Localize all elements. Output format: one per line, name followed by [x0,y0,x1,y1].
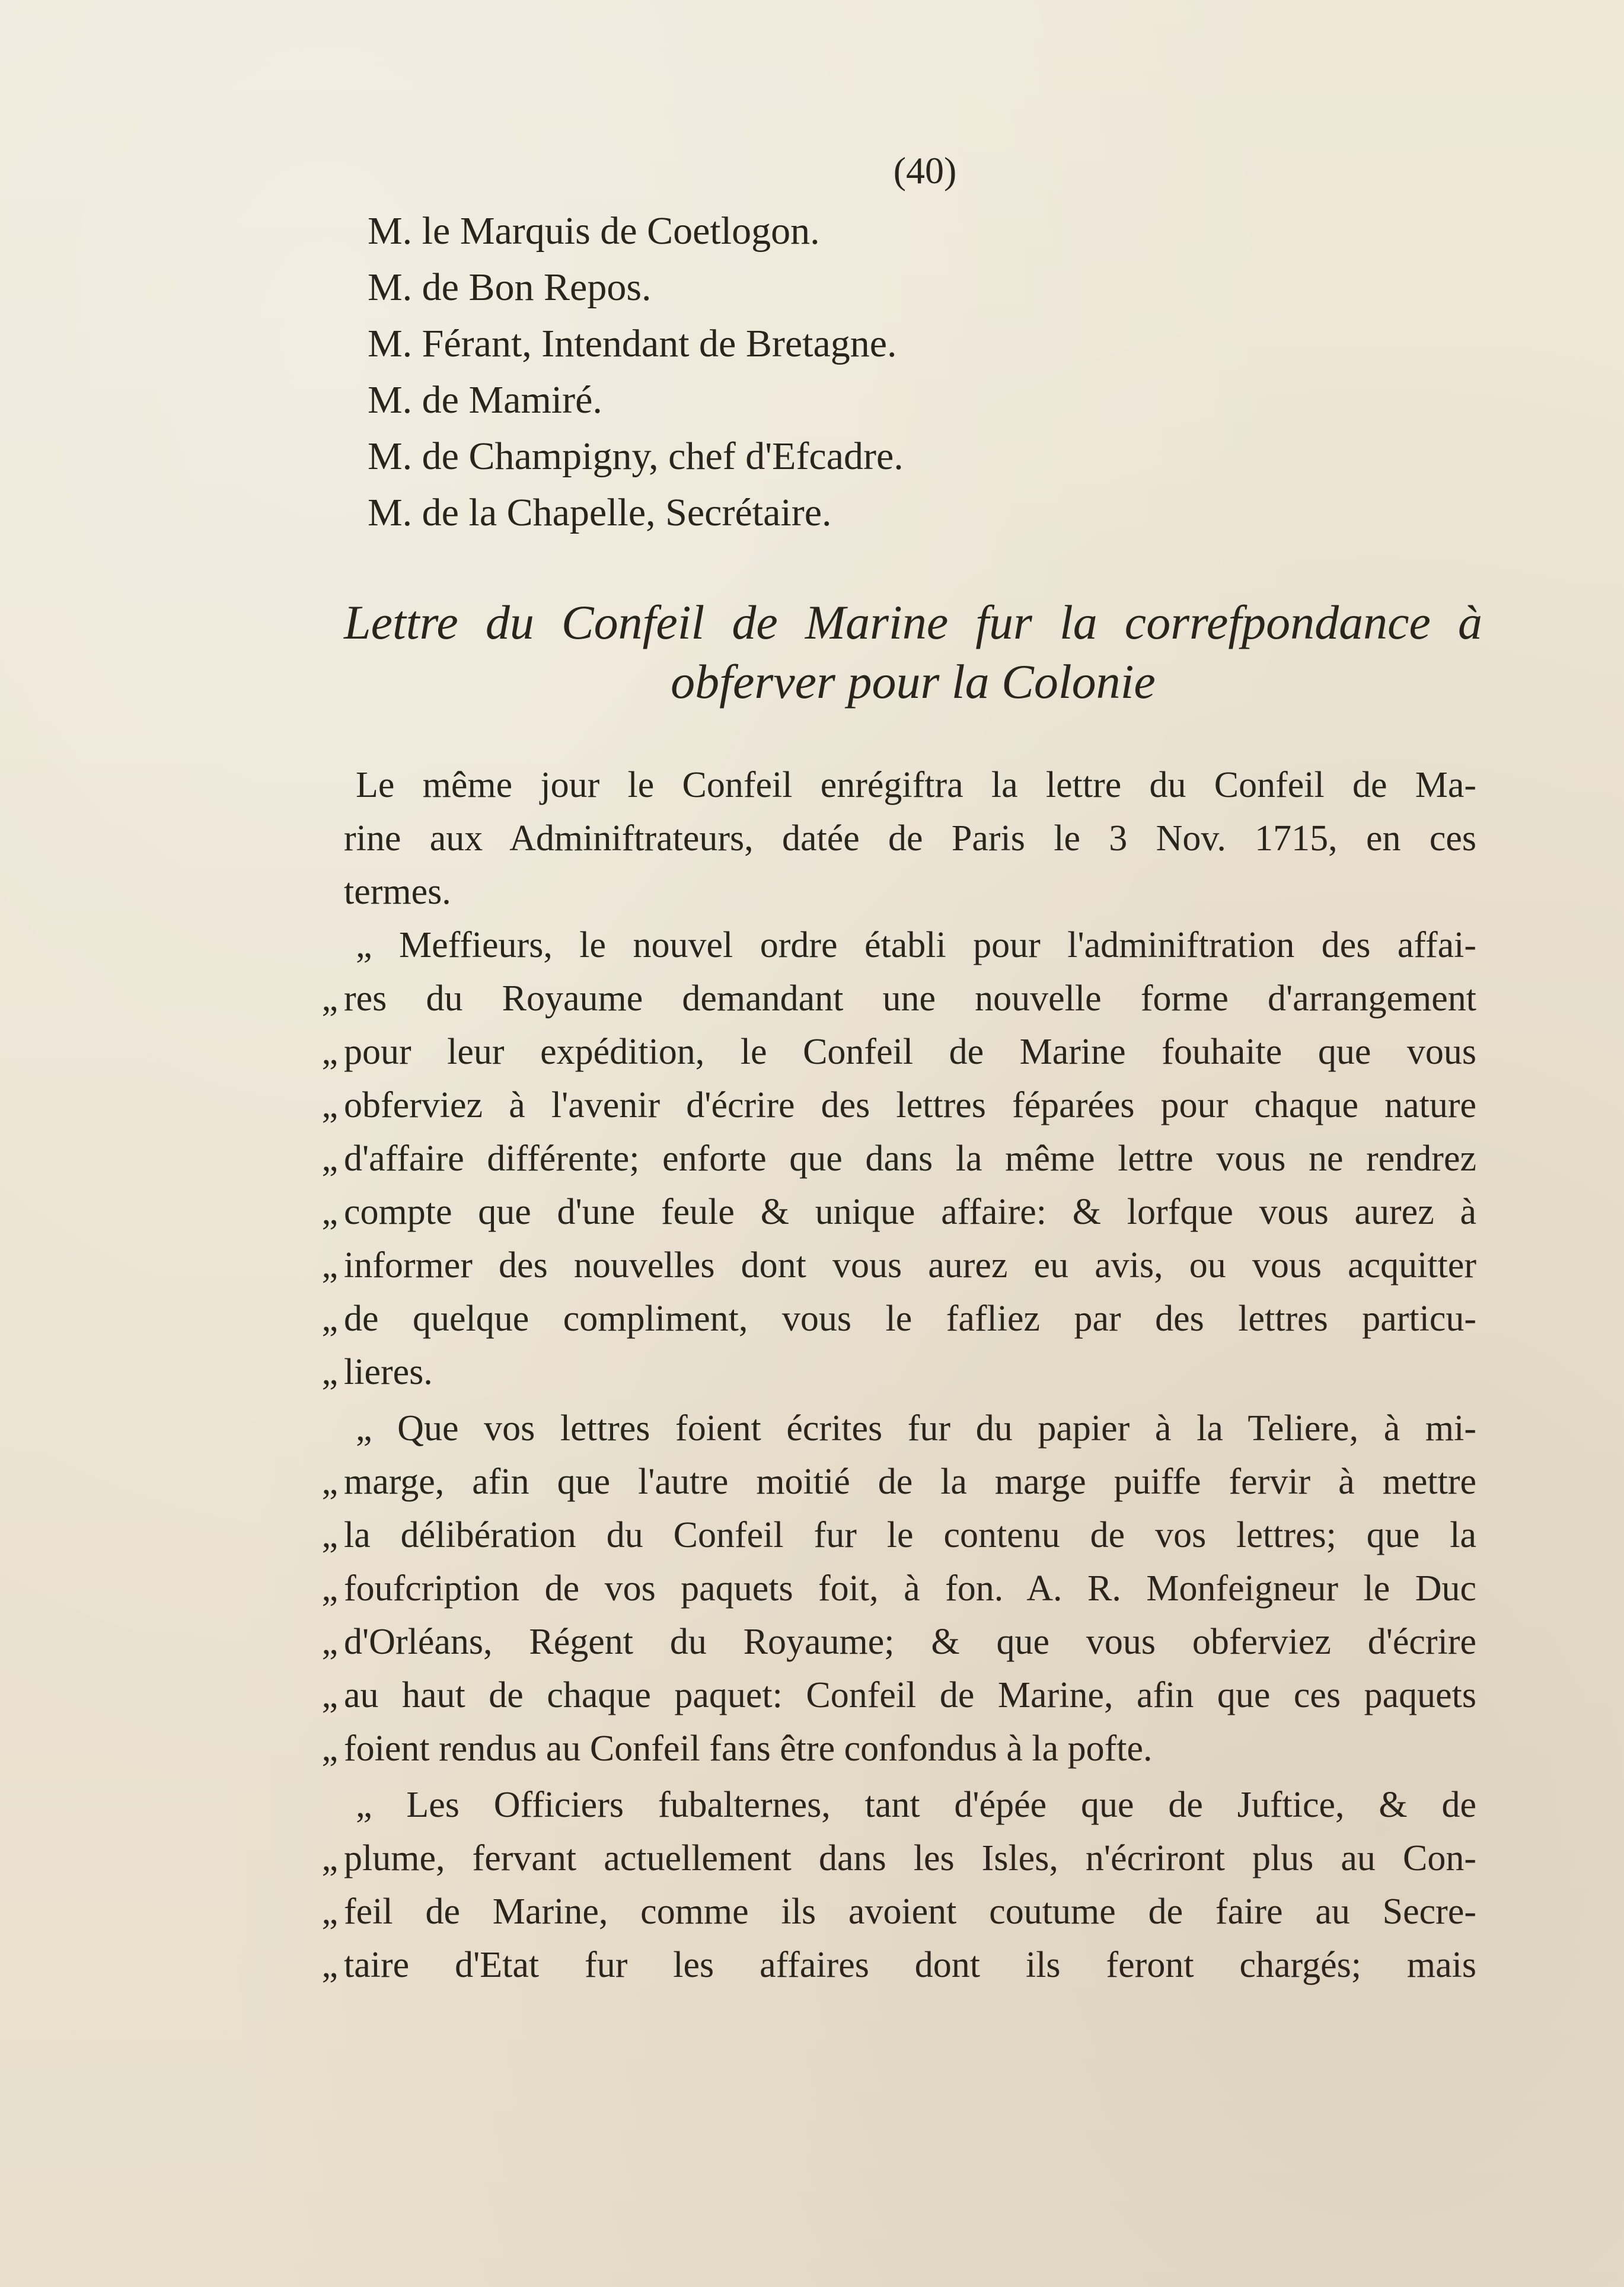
section-heading-line-2: obferver pour la Colonie [671,655,1156,709]
signatory-2: M. de Bon Repos. [368,266,652,309]
body-line-11: de quelque compliment, vous le fafliez par des lettres particu- [344,1299,1476,1339]
body-line-4: „ Meffieurs, le nouvel ordre établi pour l'adminiftration des affai- [356,925,1476,965]
quote-mark: „ [321,1675,338,1715]
body-line-12: lieres. [344,1352,433,1392]
body-line-9: compte que d'une feule & unique affaire: & lorfque vous aurez à [344,1192,1476,1232]
body-line-22: feil de Marine, comme ils avoient coutume de faire au Secre- [344,1892,1476,1932]
body-line-15: la délibération du Confeil fur le contenu de vos lettres; que la [344,1515,1476,1555]
quote-mark: „ [321,1462,338,1502]
body-line-7: obferviez à l'avenir d'écrire des lettres féparées pour chaque nature [344,1085,1476,1125]
quote-mark: „ [321,1352,338,1392]
body-line-3: termes. [344,872,451,912]
body-line-5: res du Royaume demandant une nouvelle forme d'arrangement [344,978,1476,1019]
signatory-4: M. de Mamiré. [368,378,602,422]
body-line-13: „ Que vos lettres foient écrites fur du papier à la Teliere, à mi- [356,1408,1476,1449]
quote-mark: „ [321,978,338,1019]
quote-mark: „ [321,1892,338,1932]
signatory-1: M. le Marquis de Coetlogon. [368,209,820,253]
quote-mark: „ [321,1515,338,1555]
quote-mark: „ [321,1838,338,1878]
body-line-18: au haut de chaque paquet: Confeil de Marine, afin que ces paquets [344,1675,1476,1715]
quote-mark: „ [321,1245,338,1286]
quote-mark: „ [321,1568,338,1609]
body-line-17: d'Orléans, Régent du Royaume; & que vous obferviez d'écrire [344,1622,1476,1662]
body-line-10: informer des nouvelles dont vous aurez eu avis, ou vous acquitter [344,1245,1476,1286]
body-line-2: rine aux Adminiftrateurs, datée de Paris le 3 Nov. 1715, en ces [344,818,1476,859]
signatory-6: M. de la Chapelle, Secrétaire. [368,491,832,534]
body-line-14: marge, afin que l'autre moitié de la marge puiffe fervir à mettre [344,1462,1476,1502]
quote-mark: „ [321,1728,338,1769]
body-line-19: foient rendus au Confeil fans être confondus à la pofte. [344,1728,1153,1769]
signatory-3: M. Férant, Intendant de Bretagne. [368,322,897,365]
quote-mark: „ [321,1622,338,1662]
body-line-23: taire d'Etat fur les affaires dont ils feront chargés; mais [344,1945,1476,1985]
body-line-16: foufcription de vos paquets foit, à fon. A. R. Monfeigneur le Duc [344,1568,1476,1609]
page-number: (40) [893,149,957,192]
quote-mark: „ [321,1299,338,1339]
quote-mark: „ [321,1945,338,1985]
quote-mark: „ [321,1192,338,1232]
body-line-8: d'affaire différente; enforte que dans la même lettre vous ne rendrez [344,1138,1476,1179]
body-line-21: plume, fervant actuellement dans les Isles, n'écriront plus au Con- [344,1838,1476,1878]
body-line-20: „ Les Officiers fubalternes, tant d'épée que de Juftice, & de [356,1785,1476,1825]
signatory-5: M. de Champigny, chef d'Efcadre. [368,435,904,478]
quote-mark: „ [321,1032,338,1072]
body-line-6: pour leur expédition, le Confeil de Marine fouhaite que vous [344,1032,1476,1072]
quote-mark: „ [321,1138,338,1179]
section-heading-line-1: Lettre du Confeil de Marine fur la correfpondance à [344,595,1482,649]
body-line-1: Le même jour le Confeil enrégiftra la lettre du Confeil de Ma- [356,765,1476,805]
quote-mark: „ [321,1085,338,1125]
